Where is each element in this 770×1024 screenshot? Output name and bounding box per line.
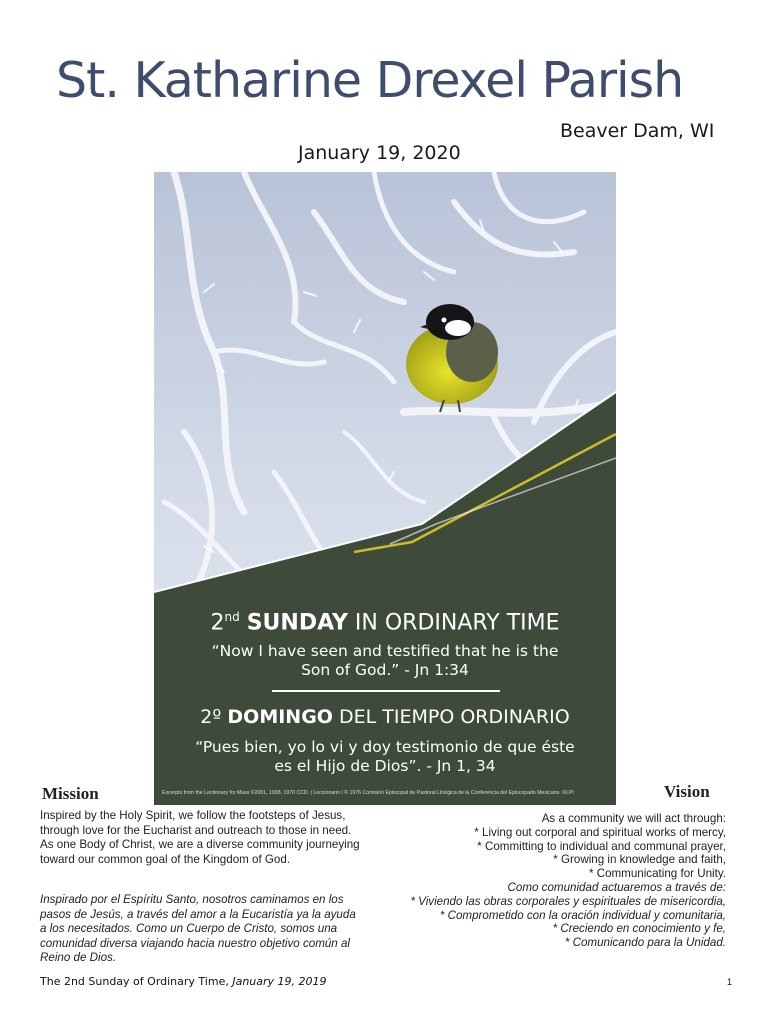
spanish-sunday-heading: 2º DOMINGO DEL TIEMPO ORDINARIO	[200, 706, 570, 728]
poster-credits: Excerpts from the Lectionary for Mass ©2001, 1998, 1970 CCD. | Leccionario I © 1976 Comisión Episcopal de Pastoral Litúrgica de la Conferencia del Episcopado Mexicano. ©LPi	[162, 790, 574, 796]
page-number: 1	[727, 977, 733, 987]
poster-divider	[272, 690, 500, 692]
vision-text: As a community we will act through: * Living out corporal and spiritual works of mercy, * Committing to individual and communal prayer, * Growing in knowledge and faith, * Communicating for Unity. Como comunidad actuaremos a través de: * Viviendo las obras corporales y espirituales de misericordia, * Comprometido con la oración individual y comunitaria, * Creciendo en conocimiento y fe, * Comunicando para la Unidad.	[410, 812, 726, 950]
bulletin-date: January 19, 2020	[298, 142, 461, 164]
spanish-scripture-quote: “Pues bien, yo lo vi y doy testimonio de que éste es el Hijo de Dios”. - Jn 1, 34	[195, 738, 575, 775]
parish-title: St. Katharine Drexel Parish	[56, 52, 684, 109]
english-sunday-heading: 2nd SUNDAY IN ORDINARY TIME	[210, 610, 560, 636]
mission-english: Inspired by the Holy Spirit, we follow the footsteps of Jesus, through love for the Eucharist and outreach to those in need. As one Body of Christ, we are a diverse community journeying toward our common goal of the Kingdom of God.	[40, 809, 360, 866]
mission-heading: Mission	[42, 784, 99, 803]
vision-heading: Vision	[664, 782, 710, 801]
parish-location: Beaver Dam, WI	[560, 120, 715, 142]
liturgy-poster	[154, 172, 616, 805]
mission-spanish: Inspirado por el Espíritu Santo, nosotros caminamos en los pasos de Jesús, a través del amor a la Eucaristía ya la ayuda a los necesitados. Como un Cuerpo de Cristo, somos una comunidad diversa viajando hacia nuestro objetivo común al Reino de Dios.	[40, 893, 356, 964]
page-footer: The 2nd Sunday of Ordinary Time, January 19, 2019	[40, 975, 327, 988]
english-scripture-quote: “Now I have seen and testified that he is the Son of God.” - Jn 1:34	[211, 642, 559, 679]
